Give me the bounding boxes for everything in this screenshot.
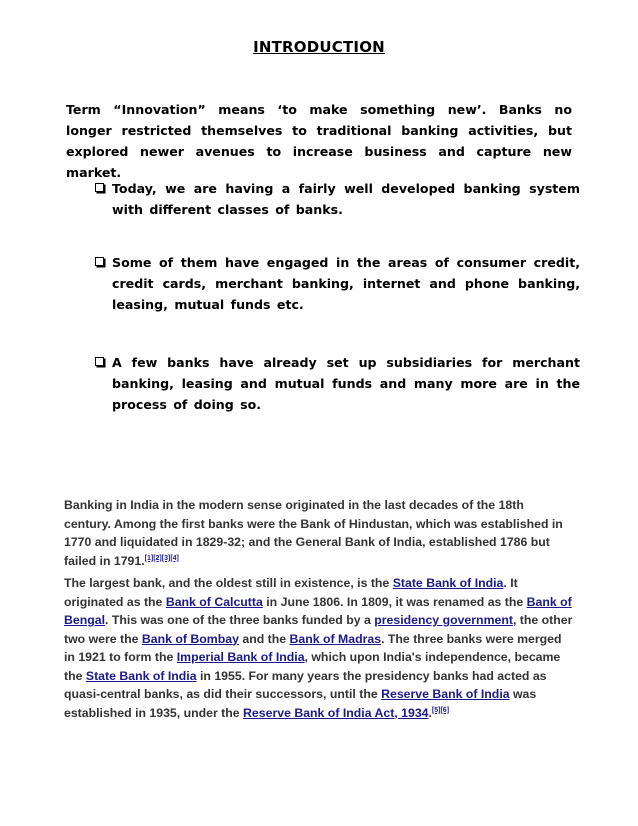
link-imperial-bank-of-india[interactable]: Imperial Bank of India [176, 650, 305, 664]
link-bank-of-bengal[interactable]: Bank of Bengal [64, 594, 572, 627]
reference-link[interactable]: [5][6] [431, 706, 450, 714]
link-state-bank-of-india[interactable]: State Bank of India [392, 576, 504, 590]
paragraph-text: in June 1806. In 1809, it was renamed as the [262, 594, 527, 609]
paragraph-text: . The three banks were merged in 1921 to form the [64, 631, 562, 664]
paragraph-text: . This was one of the three banks funded by a [105, 613, 375, 627]
paragraph-text: . It originated as the [64, 576, 518, 609]
paragraph-text: . [428, 705, 432, 720]
link-bank-of-madras[interactable]: Bank of Madras [289, 631, 382, 646]
paragraph-text: , which upon India's independence, became the [64, 650, 561, 683]
link-state-bank-of-india[interactable]: State Bank of India [85, 668, 197, 683]
paragraph-text: and the [238, 631, 290, 646]
bullet-item [95, 352, 580, 415]
bullet-text: A few banks have already set up subsidiaries for merchant banking, leasing and mutual funds and many more are in the process of doing so. [112, 355, 580, 412]
link-presidency-government[interactable]: presidency government [374, 613, 513, 627]
paragraph-text: Banking in India in the modern sense originated in the last decades of the 18th century. Among the first banks were the Bank of Hindustan, which was established in 1770 and liquidated in 1829-32; and the General Bank of India, established 1786 but failed in 1791. [64, 498, 563, 568]
page-title: INTRODUCTION [253, 38, 385, 56]
history-paragraph-1 [64, 496, 574, 570]
paragraph-text: in 1955. For many years the presidency banks had acted as quasi-central banks, as did their successors, until the [64, 668, 547, 701]
paragraph-text: , the other two were the [64, 613, 573, 646]
bullet-item [95, 252, 580, 315]
bullet-item [95, 178, 580, 220]
bullet-text: Today, we are having a fairly well developed banking system with different classes of banks. [112, 181, 580, 217]
paragraph-text: The largest bank, and the oldest still in existence, is the [64, 576, 393, 590]
link-reserve-bank-of-india-act[interactable]: Reserve Bank of India Act, 1934 [243, 705, 429, 720]
link-reserve-bank-of-india[interactable]: Reserve Bank of India [381, 687, 510, 701]
history-paragraph-2 [64, 574, 574, 722]
link-bank-of-calcutta[interactable]: Bank of Calcutta [165, 594, 263, 609]
bullet-text: Some of them have engaged in the areas of consumer credit, credit cards, merchant banking, internet and phone banking, leasing, mutual funds etc. [112, 255, 580, 312]
intro-paragraph: Term “Innovation” means ‘to make something new’. Banks no longer restricted themselves to traditional banking activities, but explored newer avenues to increase business and capture new market. [66, 102, 572, 180]
checkbox-bullet-icon [95, 183, 104, 192]
paragraph-text: was established in 1935, under the [64, 687, 537, 720]
reference-link[interactable]: [1][2][3][4] [144, 554, 179, 562]
checkbox-bullet-icon [95, 257, 104, 266]
checkbox-bullet-icon [95, 357, 104, 366]
link-bank-of-bombay[interactable]: Bank of Bombay [141, 631, 239, 646]
